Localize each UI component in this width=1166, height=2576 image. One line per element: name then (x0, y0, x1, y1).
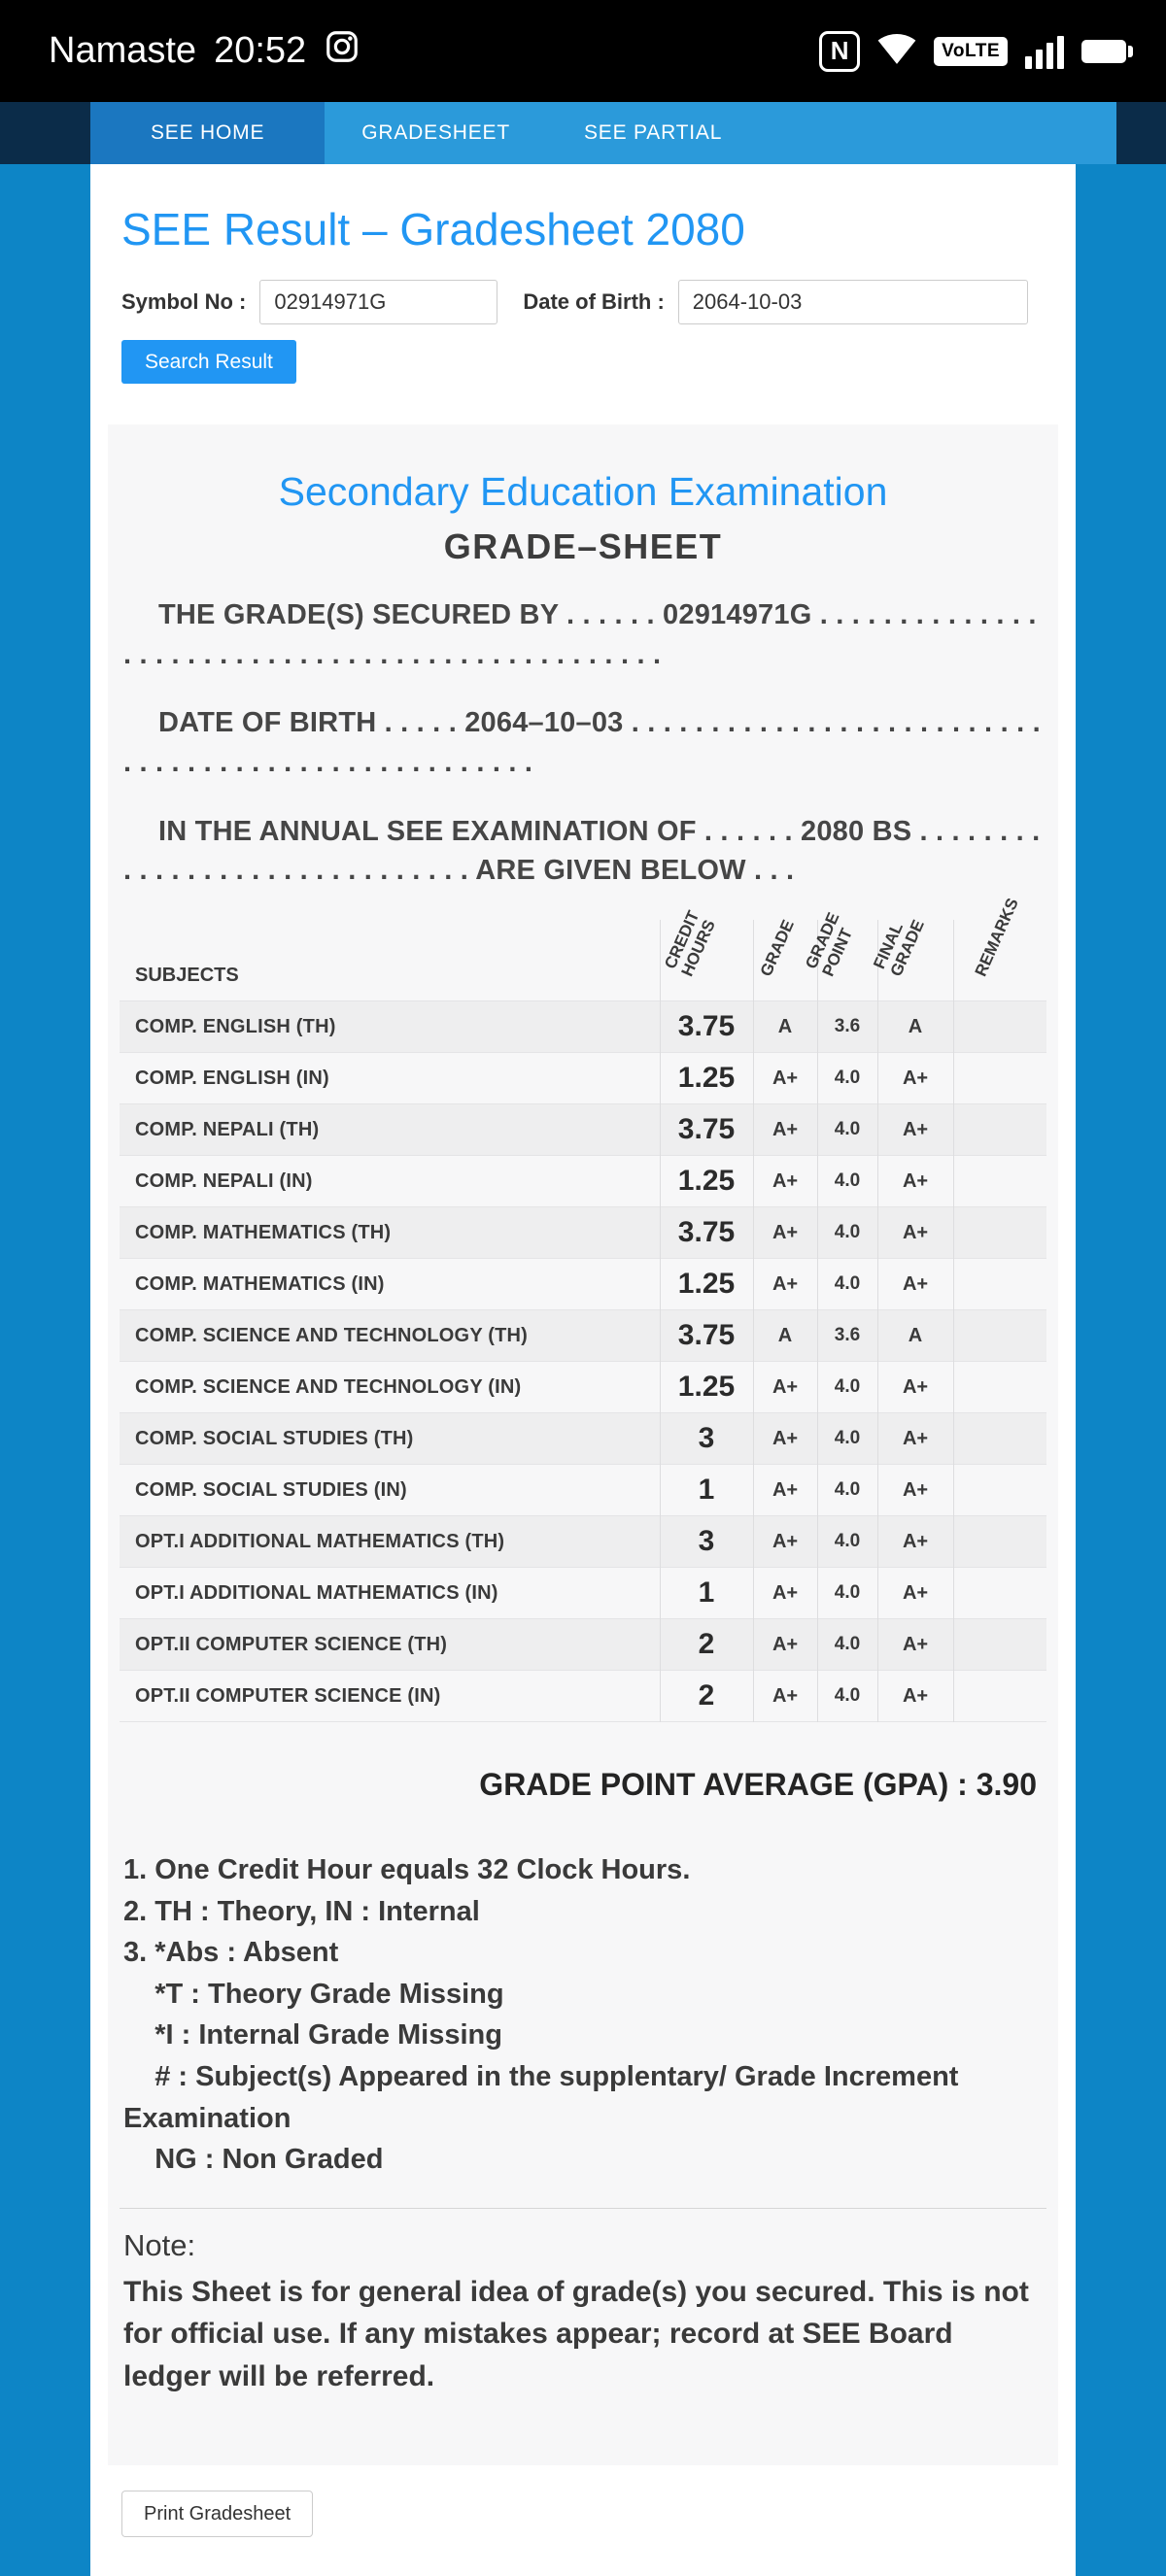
grade-row (120, 1207, 1046, 1259)
grade-row (120, 1465, 1046, 1516)
col-header-final-grade: FINAL GRADE (877, 920, 953, 1001)
search-form (121, 280, 1058, 324)
remarks-cell (953, 1619, 1046, 1671)
grade-cell: A+ (753, 1465, 817, 1516)
subject-cell: OPT.I ADDITIONAL MATHEMATICS (TH) (120, 1516, 660, 1568)
subject-cell: COMP. NEPALI (IN) (120, 1156, 660, 1207)
gpa-line: GRADE POINT AVERAGE (GPA) : 3.90 (479, 1767, 1037, 1803)
grade-point-cell: 4.0 (817, 1362, 877, 1413)
final-grade-cell: A+ (877, 1104, 953, 1156)
credit-hours-cell: 3.75 (660, 1001, 753, 1053)
battery-icon (1081, 40, 1133, 63)
grade-row (120, 1053, 1046, 1104)
legend-line: 2. TH : Theory, IN : Internal (123, 1895, 480, 1927)
col-header-credit-hours: CREDIT HOURS (660, 920, 753, 1001)
grade-cell: A+ (753, 1259, 817, 1310)
subject-cell: COMP. MATHEMATICS (TH) (120, 1207, 660, 1259)
grade-row (120, 1259, 1046, 1310)
dob-input[interactable] (678, 280, 1028, 324)
grade-cell: A+ (753, 1568, 817, 1619)
legend-line: 1. One Credit Hour equals 32 Clock Hours. (123, 1853, 691, 1885)
nav-tab-bar (90, 102, 1116, 164)
grade-point-cell: 4.0 (817, 1568, 877, 1619)
grade-row (120, 1156, 1046, 1207)
final-grade-cell: A+ (877, 1156, 953, 1207)
credit-hours-cell: 1.25 (660, 1156, 753, 1207)
grade-cell: A (753, 1310, 817, 1362)
legend-line: *T : Theory Grade Missing (123, 1978, 504, 2010)
date-of-birth-line: DATE OF BIRTH . . . . . 2064–10–03 . . . . . . . . . . . . . . . . . . . . . . . . . . . . . . . . . . . . . . . . . . . . . . . . . . . . (123, 707, 1041, 778)
nav-tab-see-partial[interactable]: SEE PARTIAL (583, 121, 723, 144)
exam-board-title: Secondary Education Examination (278, 468, 888, 514)
page-content (90, 164, 1076, 2576)
grade-cell: A+ (753, 1104, 817, 1156)
subject-cell: COMP. ENGLISH (IN) (120, 1053, 660, 1104)
grade-point-cell: 4.0 (817, 1516, 877, 1568)
page-title: SEE Result – Gradesheet 2080 (121, 204, 745, 254)
grade-point-cell: 4.0 (817, 1053, 877, 1104)
legend-line: 3. *Abs : Absent (123, 1937, 339, 1969)
grade-row (120, 1619, 1046, 1671)
grade-point-cell: 4.0 (817, 1619, 877, 1671)
status-bar (0, 0, 1166, 102)
remarks-cell (953, 1156, 1046, 1207)
final-grade-cell: A+ (877, 1568, 953, 1619)
instagram-notification-icon (324, 28, 360, 75)
wifi-icon (877, 29, 916, 73)
secured-by-line: THE GRADE(S) SECURED BY . . . . . . 02914971G . . . . . . . . . . . . . . . . . . . . . . . . . . . . . . . . . . . . . . . . . . . . . . . . (123, 599, 1037, 670)
note-title: Note: (123, 2227, 196, 2262)
subject-cell: OPT.I ADDITIONAL MATHEMATICS (IN) (120, 1568, 660, 1619)
legend-line: NG : Non Graded (123, 2144, 384, 2176)
credit-hours-cell: 3 (660, 1516, 753, 1568)
remarks-cell (953, 1001, 1046, 1053)
grade-cell: A+ (753, 1619, 817, 1671)
status-bar-left (49, 28, 360, 75)
grade-row (120, 1413, 1046, 1465)
remarks-cell (953, 1053, 1046, 1104)
carrier-label: Namaste (49, 30, 197, 71)
note-body: This Sheet is for general idea of grade(s) you secured. This is not for official use. If any mistakes appear; record at SEE Board ledger will be referred. (123, 2275, 1029, 2392)
grade-row (120, 1568, 1046, 1619)
grade-row (120, 1362, 1046, 1413)
page-background (0, 164, 1166, 2576)
credit-hours-cell: 3.75 (660, 1207, 753, 1259)
credit-hours-cell: 2 (660, 1671, 753, 1722)
gradesheet-title: GRADE–SHEET (443, 525, 723, 566)
grade-cell: A (753, 1001, 817, 1053)
final-grade-cell: A+ (877, 1053, 953, 1104)
final-grade-cell: A (877, 1310, 953, 1362)
credit-hours-cell: 3.75 (660, 1104, 753, 1156)
col-header-grade: GRADE (753, 920, 817, 1001)
print-gradesheet-button[interactable]: Print Gradesheet (121, 2491, 313, 2537)
remarks-cell (953, 1413, 1046, 1465)
credit-hours-cell: 2 (660, 1619, 753, 1671)
credit-hours-cell: 3 (660, 1413, 753, 1465)
final-grade-cell: A+ (877, 1207, 953, 1259)
final-grade-cell: A (877, 1001, 953, 1053)
grade-cell: A+ (753, 1207, 817, 1259)
final-grade-cell: A+ (877, 1516, 953, 1568)
subject-cell: COMP. ENGLISH (TH) (120, 1001, 660, 1053)
subject-cell: COMP. SOCIAL STUDIES (IN) (120, 1465, 660, 1516)
credit-hours-cell: 1.25 (660, 1053, 753, 1104)
subject-cell: OPT.II COMPUTER SCIENCE (IN) (120, 1671, 660, 1722)
volte-badge: VoLTE (934, 37, 1008, 66)
grade-cell: A+ (753, 1156, 817, 1207)
credit-hours-cell: 1.25 (660, 1362, 753, 1413)
symbol-no-label: Symbol No : (121, 288, 247, 314)
grade-row (120, 1516, 1046, 1568)
final-grade-cell: A+ (877, 1362, 953, 1413)
subject-cell: COMP. SCIENCE AND TECHNOLOGY (IN) (120, 1362, 660, 1413)
final-grade-cell: A+ (877, 1413, 953, 1465)
final-grade-cell: A+ (877, 1259, 953, 1310)
gradesheet-card (108, 424, 1058, 2466)
grade-point-cell: 4.0 (817, 1259, 877, 1310)
remarks-cell (953, 1671, 1046, 1722)
grade-point-cell: 4.0 (817, 1465, 877, 1516)
remarks-cell (953, 1104, 1046, 1156)
clock: 20:52 (214, 30, 307, 71)
main-nav (0, 102, 1166, 164)
remarks-cell (953, 1465, 1046, 1516)
subject-cell: COMP. NEPALI (TH) (120, 1104, 660, 1156)
subject-cell: COMP. MATHEMATICS (IN) (120, 1259, 660, 1310)
grades-table-header (120, 895, 1046, 1001)
final-grade-cell: A+ (877, 1671, 953, 1722)
symbol-no-input[interactable] (259, 280, 497, 324)
grade-point-cell: 4.0 (817, 1156, 877, 1207)
exam-year-line: IN THE ANNUAL SEE EXAMINATION OF . . . . . . 2080 BS . . . . . . . . . . . . . . . . . . . . . . . . . . . . . . ARE GIVEN BELOW . . . (123, 815, 1041, 887)
grade-point-cell: 4.0 (817, 1413, 877, 1465)
signal-strength-icon (1025, 34, 1064, 69)
grade-point-cell: 4.0 (817, 1671, 877, 1722)
status-bar-right (819, 29, 1133, 73)
remarks-cell (953, 1362, 1046, 1413)
final-grade-cell: A+ (877, 1619, 953, 1671)
grade-row (120, 1671, 1046, 1722)
nav-edge-left (0, 102, 90, 164)
grade-row (120, 1001, 1046, 1053)
remarks-cell (953, 1310, 1046, 1362)
nav-edge-right (1116, 102, 1166, 164)
subject-cell: OPT.II COMPUTER SCIENCE (TH) (120, 1619, 660, 1671)
remarks-cell (953, 1516, 1046, 1568)
credit-hours-cell: 1.25 (660, 1259, 753, 1310)
final-grade-cell: A+ (877, 1465, 953, 1516)
col-header-grade-point: GRADE POINT (817, 920, 877, 1001)
grades-table (120, 895, 1046, 1723)
grade-cell: A+ (753, 1671, 817, 1722)
subject-cell: COMP. SCIENCE AND TECHNOLOGY (TH) (120, 1310, 660, 1362)
nav-tab-see-home[interactable]: SEE HOME (90, 102, 325, 164)
legend (123, 1849, 1043, 2181)
grade-point-cell: 4.0 (817, 1207, 877, 1259)
divider (120, 2208, 1046, 2209)
col-header-remarks: REMARKS (953, 920, 1046, 1001)
credit-hours-cell: 1 (660, 1568, 753, 1619)
credit-hours-cell: 3.75 (660, 1310, 753, 1362)
grade-point-cell: 3.6 (817, 1310, 877, 1362)
grade-cell: A+ (753, 1362, 817, 1413)
grade-row (120, 1310, 1046, 1362)
grade-cell: A+ (753, 1053, 817, 1104)
search-result-button[interactable]: Search Result (121, 340, 296, 384)
nfc-icon: N (819, 31, 860, 72)
credit-hours-cell: 1 (660, 1465, 753, 1516)
subject-cell: COMP. SOCIAL STUDIES (TH) (120, 1413, 660, 1465)
grades-table-body (120, 1001, 1046, 1722)
remarks-cell (953, 1259, 1046, 1310)
grade-row (120, 1104, 1046, 1156)
remarks-cell (953, 1207, 1046, 1259)
nav-tab-gradesheet[interactable]: GRADESHEET (361, 121, 510, 144)
grade-point-cell: 4.0 (817, 1104, 877, 1156)
legend-line: *I : Internal Grade Missing (123, 2019, 502, 2051)
col-header-subjects: SUBJECTS (135, 965, 239, 987)
dob-label: Date of Birth : (523, 288, 665, 314)
grade-point-cell: 3.6 (817, 1001, 877, 1053)
legend-line: # : Subject(s) Appeared in the supplentary/ Grade Increment Examination (123, 2061, 959, 2134)
remarks-cell (953, 1568, 1046, 1619)
grade-cell: A+ (753, 1413, 817, 1465)
grade-cell: A+ (753, 1516, 817, 1568)
